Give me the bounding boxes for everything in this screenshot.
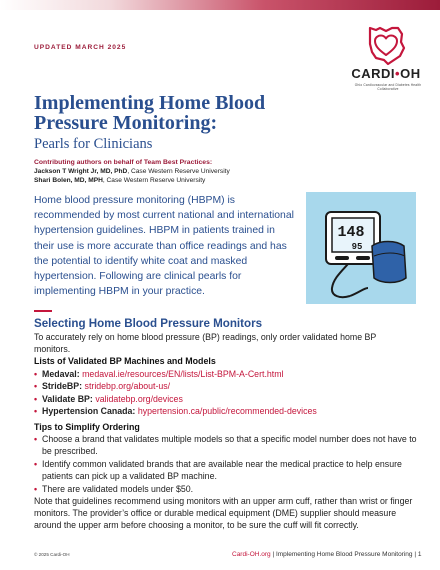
section-lead: To accurately rely on home blood pressure (BP) readings, only order validated home BP monitors. <box>34 332 377 354</box>
list-item: • Medaval: medaval.ie/resources/EN/lists/List-BPM-A-Cert.html <box>34 368 424 380</box>
list-item: • Validate BP: validatebp.org/devices <box>34 393 424 405</box>
author-line: Shari Bolen, MD, MPH, Case Western Reserve University <box>34 177 206 184</box>
section-heading: Selecting Home Blood Pressure Monitors <box>34 317 263 330</box>
footer-text: Cardi-OH.org | Implementing Home Blood Pressure Monitoring | 1 <box>232 551 422 558</box>
footer-site-link[interactable]: Cardi-OH.org <box>232 551 271 558</box>
diastolic-reading: 95 <box>351 242 363 252</box>
bp-monitor-illustration <box>306 192 416 304</box>
tips-heading: Tips to Simplify Ordering <box>34 422 140 432</box>
contributors-heading: Contributing authors on behalf of Team Best Practices: <box>34 159 213 166</box>
list-item: • Identify common validated brands that are available near the medical practice to help ensure patients can pick up a validated BP machine. <box>34 458 424 483</box>
intro-paragraph: Home blood pressure monitoring (HBPM) is recommended by most current national and international hypertension guidelines. HBPM in patients trained in their use is more accurate than office readings and has the potential to identify white coat and masked hypertension. Following are clinical pearls for implementing HBPM in your practice. <box>34 195 294 298</box>
ohio-heart-logo-icon <box>346 24 426 68</box>
note-paragraph: Note that guidelines recommend using monitors with an upper arm cuff, rather than wrist or finger monitors. The provider’s office or durable medical equipment (DME) supplier should measure around the upper arm before choosing a monitor, to be sure the cuff will fit correctly. <box>34 496 413 530</box>
updated-date: UPDATED MARCH 2025 <box>34 44 127 51</box>
author-line: Jackson T Wright Jr, MD, PhD, Case Western Reserve University <box>34 168 230 175</box>
cardi-oh-logo <box>346 24 426 104</box>
tips-list <box>34 433 424 495</box>
systolic-reading: 148 <box>337 224 365 241</box>
stridebp-link[interactable]: stridebp.org/about-us/ <box>84 381 171 392</box>
validatebp-link[interactable]: validatebp.org/devices <box>95 393 183 404</box>
list-item: • Hypertension Canada: hypertension.ca/public/recommended-devices <box>34 405 424 417</box>
logo-tagline: Ohio Cardiovascular and Diabetes Health Collaborative <box>354 83 422 91</box>
page-subtitle: Pearls for Clinicians <box>34 136 153 152</box>
validated-heading: Lists of Validated BP Machines and Models <box>34 356 216 366</box>
list-item: • There are validated models under $50. <box>34 483 424 495</box>
blood-pressure-monitor-icon <box>306 192 416 304</box>
page-title: Implementing Home Blood Pressure Monitoring: <box>34 92 266 134</box>
top-gradient-bar <box>0 0 440 10</box>
section-divider <box>34 310 52 312</box>
hypertension-canada-link[interactable]: hypertension.ca/public/recommended-devices <box>137 406 317 417</box>
list-item: • StrideBP: stridebp.org/about-us/ <box>34 380 424 392</box>
medaval-link[interactable]: medaval.ie/resources/EN/lists/List-BPM-A-Cert.html <box>82 369 284 379</box>
logo-wordmark: CARDI•OH <box>351 66 421 81</box>
list-item: • Choose a brand that validates multiple models so that a specific model number does not have to be prescribed. <box>34 433 424 458</box>
validated-list <box>34 368 424 418</box>
copyright: © 2025 Cardi-OH <box>34 552 70 557</box>
